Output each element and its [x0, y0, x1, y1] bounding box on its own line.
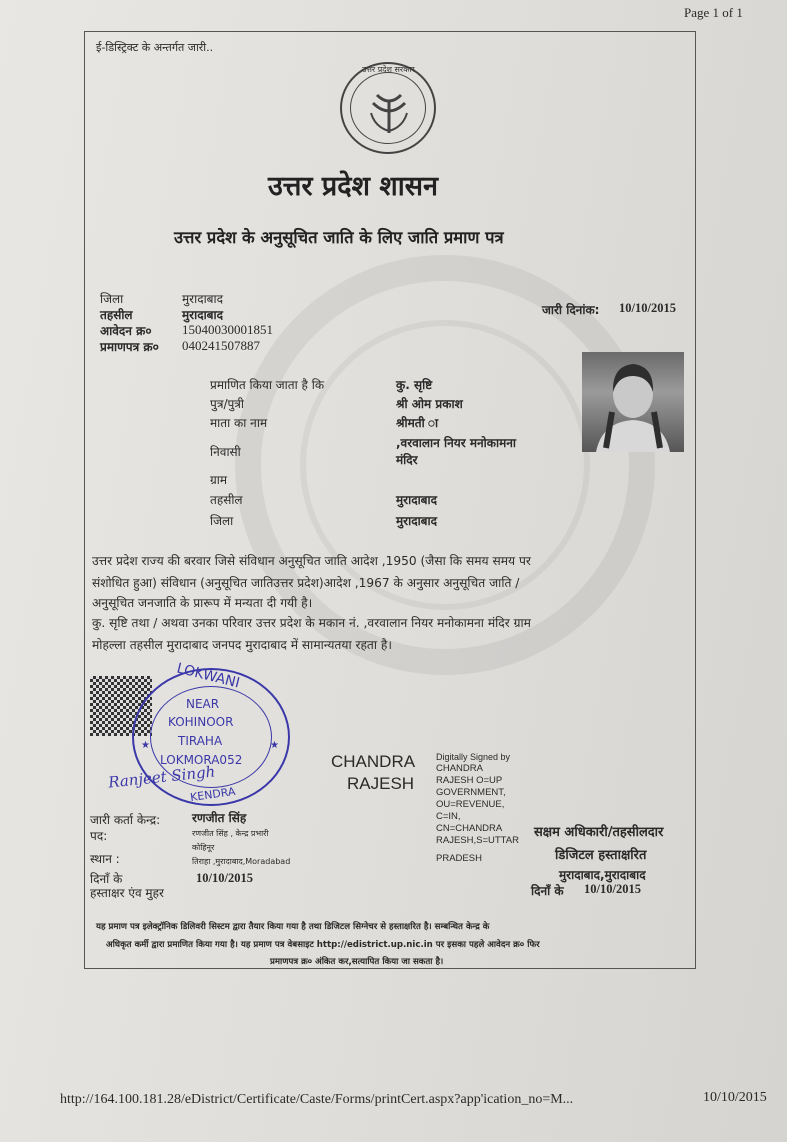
applicant-photo — [582, 352, 684, 452]
stamp-bottom-text: KENDRA — [189, 784, 237, 805]
certify-value: कु. सृष्टि — [396, 378, 433, 392]
certificate-subtitle: उत्तर प्रदेश के अनुसूचित जाति के लिए जाति प्रमाण पत्र — [174, 228, 504, 247]
signature-line: CN=CHANDRA — [436, 823, 503, 834]
body-para1-line2: संशोधित हुआ) संविधान (अनुसूचित जातिउत्तर प्रदेश)आदेश ,1967 के अनुसार अनुसूचित जाति / — [92, 576, 520, 590]
signature-line: GOVERNMENT, — [436, 787, 506, 798]
certify-label: प्रमाणित किया जाता है कि — [210, 378, 325, 392]
district-label: जिला — [210, 514, 234, 528]
footer-note-line3: प्रमाणपत्र क्र० अंकित कर,सत्यापित किया जा सकता है। — [270, 957, 444, 967]
stamp-line2: KOHINOOR — [168, 715, 234, 729]
authority-date-value: 10/10/2015 — [584, 882, 641, 896]
emblem-symbol-icon — [351, 73, 427, 145]
issuer-date-value: 10/10/2015 — [196, 871, 253, 885]
issuer-centre-label: जारी कर्ता केन्द्र: — [90, 813, 161, 827]
resident-value-line1: ,वरवालान नियर मनोकामना — [396, 436, 517, 450]
stamp-line4: LOKMORA052 — [160, 753, 243, 767]
tehsil-label: तहसील — [210, 493, 243, 507]
signer-name-line1: CHANDRA — [331, 752, 416, 771]
meta-district-label: जिला — [100, 292, 124, 306]
issue-date-label: जारी दिनांक: — [542, 303, 600, 317]
tehsil-value: मुरादाबाद — [396, 493, 438, 507]
page-title: उत्तर प्रदेश शासन — [268, 171, 438, 202]
edistrict-note: ई-डिस्ट्रिक्ट के अन्तर्गत जारी.. — [96, 41, 214, 54]
signature-line: CHANDRA — [436, 763, 483, 774]
resident-label: निवासी — [210, 445, 241, 459]
meta-application-value: 15040030001851 — [182, 322, 273, 337]
issuer-post-label: पद: — [90, 829, 108, 843]
issuer-post-value: रणजीत सिंह , केन्द्र प्रभारी — [192, 829, 269, 838]
person-silhouette-icon — [582, 352, 684, 452]
district-value: मुरादाबाद — [396, 514, 438, 528]
page-number-label: Page 1 of 1 — [684, 5, 743, 20]
issuer-place-value: तिराहा ,मुरादाबाद,Moradabad — [192, 857, 291, 866]
stamp-line1: NEAR — [186, 697, 220, 711]
meta-district-value: मुरादाबाद — [182, 292, 224, 306]
issue-date-value: 10/10/2015 — [619, 301, 676, 315]
mother-label: माता का नाम — [210, 416, 268, 430]
body-para2-line2: मोहल्ला तहसील मुरादाबाद जनपद मुरादाबाद में सामान्यतया रहता है। — [92, 638, 393, 652]
state-emblem-inner — [350, 72, 426, 144]
footer-note-line1: यह प्रमाण पत्र इलेक्ट्रॉनिक डिलिवरी सिस्टम द्वारा तैयार किया गया है तथा डिजिटल सिग्नेचर से हस्ताक्षरित है। सम्बन्धित केन्द्र के — [96, 922, 490, 932]
authority-date-label: दिनाँ के — [531, 884, 564, 898]
meta-tehsil-value: मुरादाबाद — [182, 308, 224, 322]
authority-place: मुरादाबाद,मुरादाबाद — [559, 868, 646, 882]
signature-line: PRADESH — [436, 853, 482, 864]
mother-value: श्रीमती ा — [396, 416, 439, 430]
footer-note-line2: अधिकृत कर्मी द्वारा प्रमाणित किया गया है। यह प्रमाण पत्र वेबसाइट http://edistrict.up.nic.in पर इसका पहले आवेदन क्र० फिर — [106, 940, 540, 950]
meta-certificate-label: प्रमाणपत्र क्र० — [100, 340, 159, 354]
issuer-post-value-2: कोहिनूर — [192, 843, 215, 852]
village-label: ग्राम — [210, 473, 228, 487]
signature-line: RAJESH O=UP — [436, 775, 503, 786]
meta-tehsil-label: तहसील — [100, 308, 133, 322]
signer-name-line2: RAJESH — [347, 774, 415, 793]
body-para1-line3: अनुसूचित जनजाति के प्रारूप में मन्यता दी गयी है। — [92, 596, 313, 610]
authority-signed: डिजिटल हस्ताक्षरित — [555, 848, 647, 863]
stamp-star-icon-2: ★ — [270, 740, 279, 751]
issuer-centre-value: रणजीत सिंह — [192, 811, 247, 825]
resident-value-line2: मंदिर — [396, 453, 418, 467]
body-para2-line1: कु. सृष्टि तथा / अथवा उनका परिवार उत्तर प्रदेश के मकान नं. ,वरवालान नियर मनोकामना मंदिर ग्राम — [92, 616, 531, 630]
emblem-ring-text: उत्तर प्रदेश सरकार — [362, 65, 415, 74]
stamp-star-icon: ★ — [141, 740, 150, 751]
meta-application-label: आवेदन क्र० — [100, 324, 152, 338]
meta-certificate-value: 040241507887 — [182, 338, 260, 353]
child-value: श्री ओम प्रकाश — [396, 397, 463, 411]
print-date: 10/10/2015 — [703, 1090, 767, 1105]
stamp-line3: TIRAHA — [178, 734, 223, 748]
handwritten-signature: Ranjeet Singh — [107, 762, 217, 792]
child-label: पुत्र/पुत्री — [210, 397, 245, 411]
authority-title: सक्षम अधिकारी/तहसीलदार — [534, 825, 664, 840]
issuer-date-label: दिनाँ के — [90, 872, 123, 886]
issuer-place-label: स्थान : — [90, 852, 120, 866]
signature-line: RAJESH,S=UTTAR — [436, 835, 519, 846]
signature-line: OU=REVENUE, — [436, 799, 505, 810]
signature-line: C=IN, — [436, 811, 461, 822]
print-url: http://164.100.181.28/eDistrict/Certificate/Caste/Forms/printCert.aspx?app'ication_no=M... — [60, 1092, 574, 1107]
stamp-ring-text: LOKWANI — [175, 660, 242, 692]
signed-by-label: Digitally Signed by — [436, 752, 511, 762]
issuer-sign-label: हस्ताक्षर एंव मुहर — [90, 886, 164, 900]
body-para1-line1: उत्तर प्रदेश राज्य की बरवार जिसे संविधान अनुसूचित जाति आदेश ,1950 (जैसा कि समय समय पर — [92, 554, 531, 568]
